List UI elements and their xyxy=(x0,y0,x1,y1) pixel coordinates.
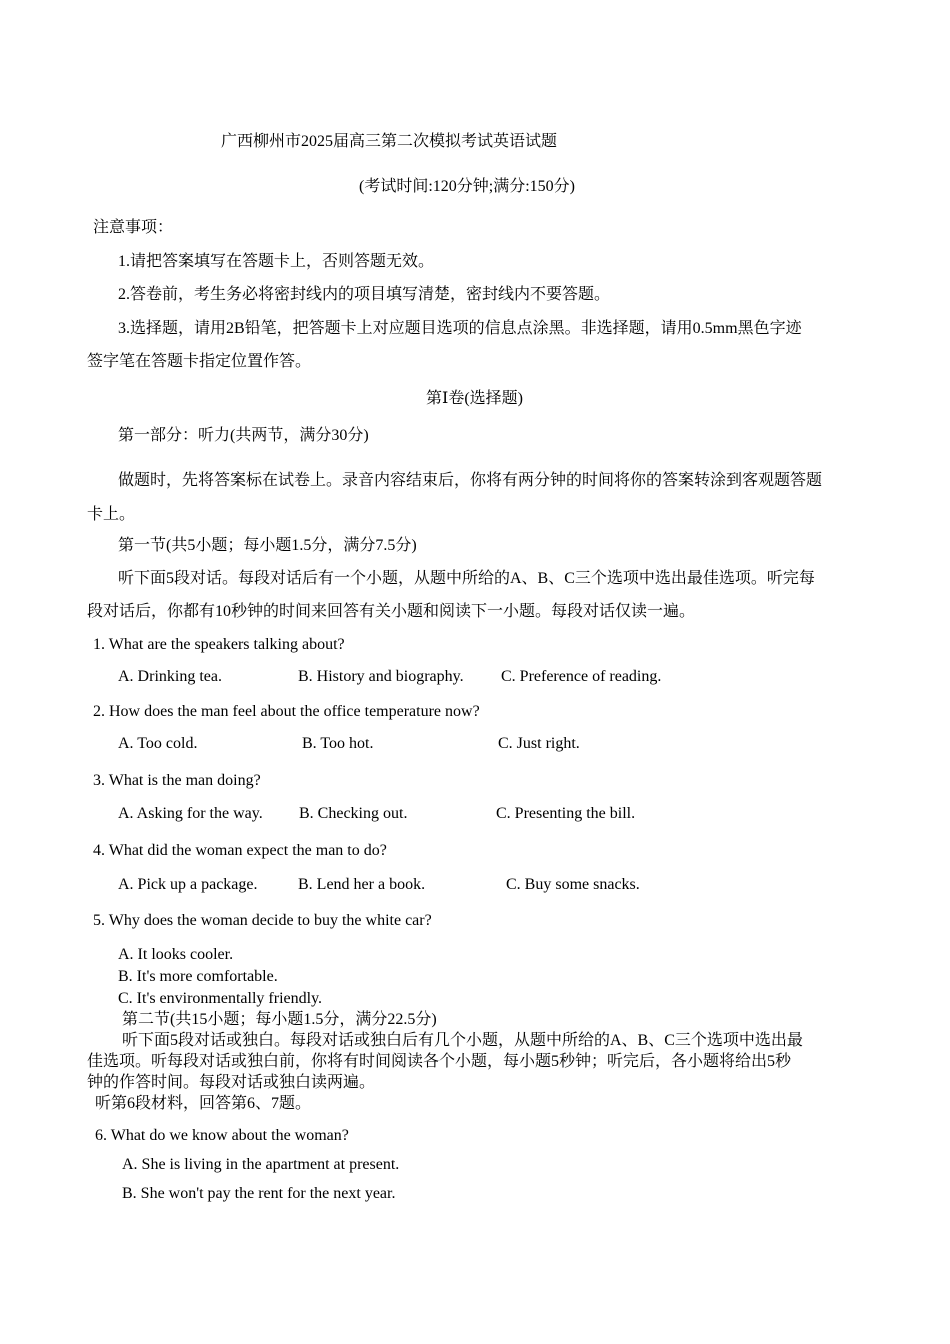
q2-option-c: C. Just right. xyxy=(498,735,580,752)
question-1: 1. What are the speakers talking about? xyxy=(93,636,345,653)
q4-option-a: A. Pick up a package. xyxy=(118,876,258,893)
part1-intro: 做题时，先将答案标在试卷上。录音内容结束后，你将有两分钟的时间将你的答案转涂到客观题答题 xyxy=(118,472,823,489)
q3-option-a: A. Asking for the way. xyxy=(118,805,263,822)
notice-item: 1.请把答案填写在答题卡上，否则答题无效。 xyxy=(118,253,435,270)
material-6-instruction: 听第6段材料，回答第6、7题。 xyxy=(95,1095,312,1112)
q3-option-b: B. Checking out. xyxy=(299,805,408,822)
q5-option-b: B. It's more comfortable. xyxy=(118,968,278,985)
question-2: 2. How does the man feel about the office temperature now? xyxy=(93,703,480,720)
q6-option-b: B. She won't pay the rent for the next year. xyxy=(122,1185,396,1202)
section1-intro: 段对话后，你都有10秒钟的时间来回答有关小题和阅读下一小题。每段对话仅读一遍。 xyxy=(87,603,696,620)
q3-option-c: C. Presenting the bill. xyxy=(496,805,636,822)
part1-intro: 卡上。 xyxy=(87,506,136,523)
q4-option-b: B. Lend her a book. xyxy=(298,876,426,893)
q6-option-a: A. She is living in the apartment at present. xyxy=(122,1156,400,1173)
q2-option-a: A. Too cold. xyxy=(118,735,198,752)
section2-intro: 钟的作答时间。每段对话或独白读两遍。 xyxy=(87,1074,376,1091)
notice-item-continued: 签字笔在答题卡指定位置作答。 xyxy=(87,353,312,370)
q2-option-b: B. Too hot. xyxy=(302,735,374,752)
q5-option-c: C. It's environmentally friendly. xyxy=(118,990,323,1007)
question-6: 6. What do we know about the woman? xyxy=(95,1127,349,1144)
notice-heading: 注意事项： xyxy=(93,219,174,236)
q5-option-a: A. It looks cooler. xyxy=(118,946,234,963)
section2-intro: 听下面5段对话或独白。每段对话或独白后有几个小题，从题中所给的A、B、C三个选项中选出最 xyxy=(122,1032,803,1049)
question-5: 5. Why does the woman decide to buy the white car? xyxy=(93,912,432,929)
section1-intro: 听下面5段对话。每段对话后有一个小题，从题中所给的A、B、C三个选项中选出最佳选项。听完每 xyxy=(118,570,815,587)
notice-item: 2.答卷前，考生务必将密封线内的项目填写清楚，密封线内不要答题。 xyxy=(118,286,611,303)
notice-item: 3.选择题，请用2B铅笔，把答题卡上对应题目选项的信息点涂黑。非选择题，请用0.5mm黑色字迹 xyxy=(118,320,802,337)
volume-title: 第Ⅰ卷(选择题) xyxy=(426,390,523,407)
section2-intro: 佳选项。听每段对话或独白前，你将有时间阅读各个小题，每小题5秒钟；听完后，各小题将给出5秒 xyxy=(87,1053,792,1070)
part1-title: 第一部分：听力(共两节，满分30分) xyxy=(118,427,369,444)
q1-option-c: C. Preference of reading. xyxy=(501,668,662,685)
q4-option-c: C. Buy some snacks. xyxy=(506,876,640,893)
question-3: 3. What is the man doing? xyxy=(93,772,261,789)
exam-subtitle: (考试时间:120分钟;满分:150分) xyxy=(359,178,575,195)
question-4: 4. What did the woman expect the man to do? xyxy=(93,842,387,859)
section2-title: 第二节(共15小题；每小题1.5分，满分22.5分) xyxy=(122,1011,437,1028)
q1-option-b: B. History and biography. xyxy=(298,668,464,685)
section1-title: 第一节(共5小题；每小题1.5分，满分7.5分) xyxy=(118,537,417,554)
q1-option-a: A. Drinking tea. xyxy=(118,668,222,685)
exam-title: 广西柳州市2025届高三第二次模拟考试英语试题 xyxy=(221,133,558,150)
